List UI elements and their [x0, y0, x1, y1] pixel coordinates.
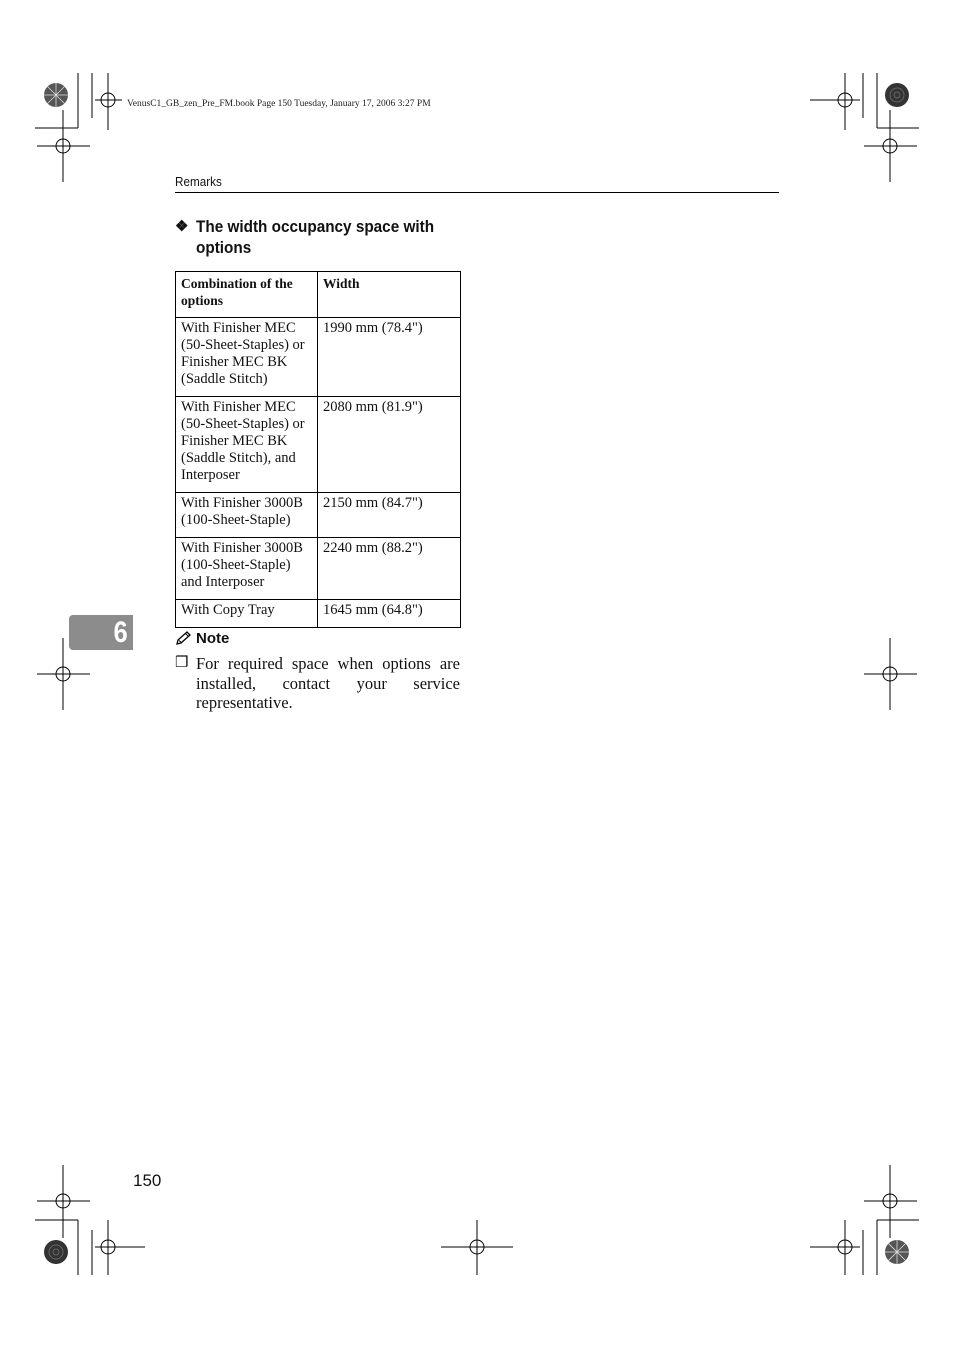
table-cell-width: 2240 mm (88.2") — [318, 538, 461, 600]
file-header: VenusC1_GB_zen_Pre_FM.book Page 150 Tuesday, January 17, 2006 3:27 PM — [127, 99, 431, 109]
diamond-bullet-icon: ❖ — [175, 218, 189, 235]
table-header-cell: Combination of the options — [176, 272, 318, 318]
note-item — [175, 654, 460, 713]
table-row — [176, 538, 461, 600]
table-cell-combination: With Finisher 3000B (100-Sheet-Staple) — [176, 493, 318, 538]
table-cell-width: 1990 mm (78.4") — [318, 318, 461, 397]
note-title: Note — [196, 630, 230, 647]
page-number: 150 — [133, 1171, 162, 1190]
note-text: For required space when options are installed, contact your service representative. — [196, 654, 460, 712]
table-cell-width: 2080 mm (81.9") — [318, 397, 461, 493]
note-heading — [175, 630, 229, 647]
chapter-tab — [69, 615, 133, 650]
table-cell-width: 1645 mm (64.8") — [318, 600, 461, 628]
pencil-icon — [175, 631, 192, 646]
table-header-cell: Width — [318, 272, 461, 318]
table-cell-combination: With Copy Tray — [176, 600, 318, 628]
checkbox-bullet-icon: ❒ — [175, 655, 189, 671]
table-cell-width: 2150 mm (84.7") — [318, 493, 461, 538]
width-table — [175, 271, 461, 628]
table-cell-combination: With Finisher 3000B (100-Sheet-Staple) and Interposer — [176, 538, 318, 600]
table-row — [176, 397, 461, 493]
table-header-row — [176, 272, 461, 318]
header-rule — [175, 192, 779, 193]
table-row — [176, 318, 461, 397]
section-heading — [175, 216, 465, 258]
table-row — [176, 600, 461, 628]
registration-target-tr — [885, 83, 909, 107]
table-cell-combination: With Finisher MEC (50-Sheet-Staples) or Finisher MEC BK (Saddle Stitch), and Interposer — [176, 397, 318, 493]
table-cell-combination: With Finisher MEC (50-Sheet-Staples) or Finisher MEC BK (Saddle Stitch) — [176, 318, 318, 397]
registration-target-bl — [44, 1240, 68, 1264]
registration-target-tl — [44, 83, 68, 107]
section-heading-text: The width occupancy space with options — [196, 217, 435, 257]
running-head: Remarks — [175, 174, 222, 189]
table-row — [176, 493, 461, 538]
chapter-number: 6 — [113, 616, 128, 649]
registration-target-br — [885, 1240, 909, 1264]
